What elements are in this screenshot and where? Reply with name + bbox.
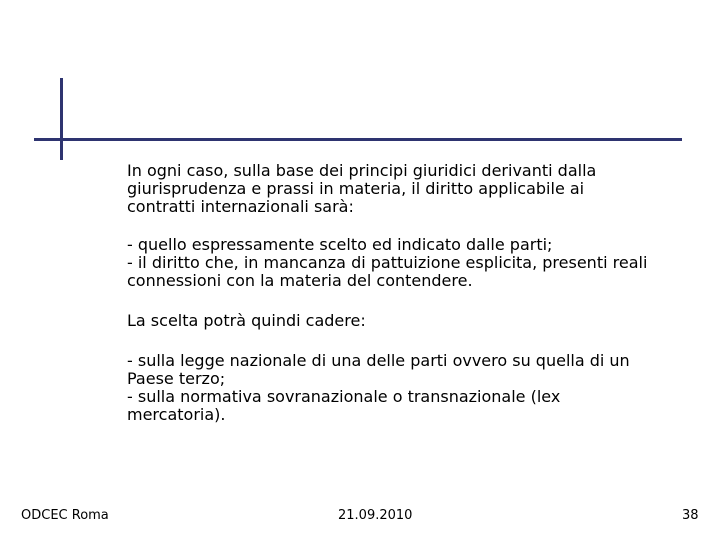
list-2-item-1: - sulla legge nazionale di una delle parti ovvero su quella di un <box>127 351 630 370</box>
list-2-item-2-cont: mercatoria). <box>127 405 226 424</box>
list-1-item-1: - quello espressamente scelto ed indicato dalle parti; <box>127 235 553 254</box>
intro-line-2: giurisprudenza e prassi in materia, il diritto applicabile ai <box>127 179 585 198</box>
middle-line: La scelta potrà quindi cadere: <box>127 311 366 330</box>
footer-page-number: 38 <box>682 508 699 523</box>
footer-organization: ODCEC Roma <box>21 508 109 523</box>
slide-body <box>127 162 707 424</box>
list-1-item-2-cont: connessioni con la materia del contendere. <box>127 271 473 290</box>
horizontal-accent-line <box>34 138 682 141</box>
intro-line-1: In ogni caso, sulla base dei principi giuridici derivanti dalla <box>127 161 597 180</box>
footer-date: 21.09.2010 <box>338 508 413 523</box>
vertical-accent-line <box>60 78 63 160</box>
list-2-item-1-cont: Paese terzo; <box>127 369 226 388</box>
list-1-item-2: - il diritto che, in mancanza di pattuizione esplicita, presenti reali <box>127 253 648 272</box>
list-2-item-2: - sulla normativa sovranazionale o transnazionale (lex <box>127 387 561 406</box>
intro-line-3: contratti internazionali sarà: <box>127 197 354 216</box>
